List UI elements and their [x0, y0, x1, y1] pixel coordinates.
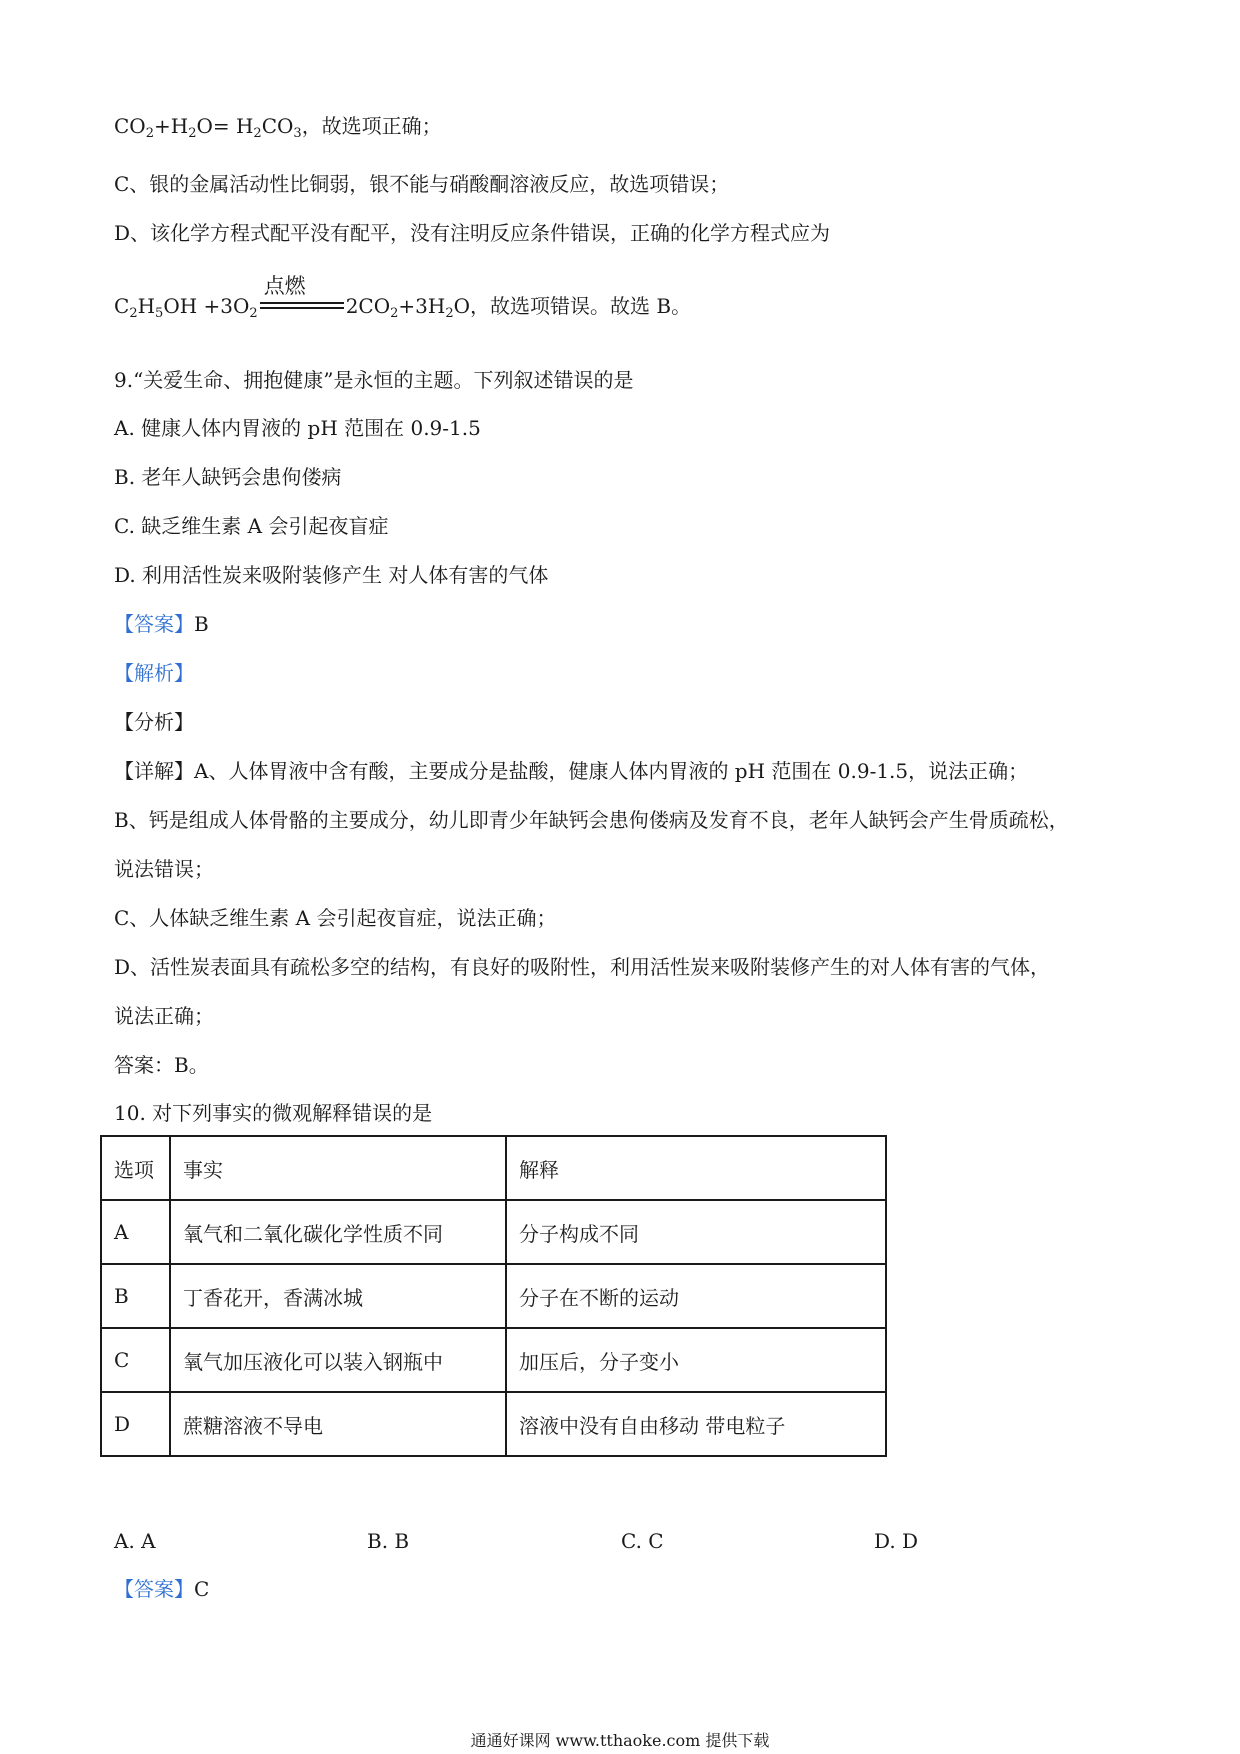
table-header-row [101, 1136, 886, 1200]
question-9-answer: 【答案】B [114, 612, 209, 636]
question-9-option-c: C. 缺乏维生素 A 会引起夜盲症 [114, 514, 389, 538]
question-10-table [100, 1135, 887, 1457]
question-9-stem: 9.“关爱生命、拥抱健康”是永恒的主题。下列叙述错误的是 [114, 368, 634, 392]
question-9-fenxi: 【分析】 [114, 710, 194, 734]
combustion-equation: $C_2H_5OH +3O_2$ 点燃 $2CO_2+3H_2O$，故选项错误。故选 B。 [114, 273, 692, 321]
table-cell: 氧气加压液化可以装入钢瓶中 [170, 1328, 506, 1392]
table-row [101, 1328, 886, 1392]
table-cell: 分子构成不同 [506, 1200, 886, 1264]
table-header-cell: 选项 [101, 1136, 170, 1200]
table-cell: 分子在不断的运动 [506, 1264, 886, 1328]
table-row [101, 1392, 886, 1456]
table-row [101, 1264, 886, 1328]
option-d-explanation: D、该化学方程式配平没有配平，没有注明反应条件错误，正确的化学方程式应为 [114, 221, 831, 245]
table-header-cell: 事实 [170, 1136, 506, 1200]
question-9-detail-2: B、钙是组成人体骨骼的主要成分，幼儿即青少年缺钙会患佝偻病及发育不良，老年人缺钙会产生骨质疏松， [114, 808, 1069, 832]
question-9-jiexi: 【解析】 [114, 661, 194, 685]
question-10-option-c: C. C [621, 1529, 664, 1553]
question-9-detail-1: 【详解】A、人体胃液中含有酸，主要成分是盐酸，健康人体内胃液的 pH 范围在 0.9-1.5，说法正确； [114, 759, 1029, 783]
table-cell: D [101, 1392, 170, 1456]
question-9-detail-7: 答案：B。 [114, 1053, 209, 1077]
table-cell: 溶液中没有自由移动 带电粒子 [506, 1392, 886, 1456]
question-9-option-b: B. 老年人缺钙会患佝偻病 [114, 465, 342, 489]
question-10-option-d: D. D [874, 1529, 919, 1553]
table-row [101, 1200, 886, 1264]
question-9-detail-6: 说法正确； [114, 1004, 214, 1028]
table-cell: A [101, 1200, 170, 1264]
table-header-cell: 解释 [506, 1136, 886, 1200]
table-cell: 丁香花开，香满冰城 [170, 1264, 506, 1328]
question-10-option-b: B. B [367, 1529, 410, 1553]
question-10-stem: 10. 对下列事实的微观解释错误的是 [114, 1101, 433, 1125]
question-9-option-d: D. 利用活性炭来吸附装修产生 对人体有害的气体 [114, 563, 549, 587]
table-cell: C [101, 1328, 170, 1392]
question-9-option-a: A. 健康人体内胃液的 pH 范围在 0.9-1.5 [114, 416, 481, 440]
table-cell: 加压后，分子变小 [506, 1328, 886, 1392]
question-10-answer: 【答案】C [114, 1577, 210, 1601]
table-cell: 氧气和二氧化碳化学性质不同 [170, 1200, 506, 1264]
question-9-detail-4: C、人体缺乏维生素 A 会引起夜盲症，说法正确； [114, 906, 557, 930]
table-cell: 蔗糖溶液不导电 [170, 1392, 506, 1456]
question-10-option-a: A. A [114, 1529, 156, 1553]
reaction-condition: 点燃 [260, 294, 344, 322]
option-c-explanation: C、银的金属活动性比铜弱，银不能与硝酸酮溶液反应，故选项错误； [114, 172, 730, 196]
page-footer: 通通好课网 www.tthaoke.com 提供下载 [470, 1731, 770, 1750]
question-9-detail-3: 说法错误； [114, 857, 214, 881]
equation-line-1: $CO_2+H_2O= H_2CO_3$，故选项正确； [114, 114, 442, 141]
table-cell: B [101, 1264, 170, 1328]
question-9-detail-5: D、活性炭表面具有疏松多空的结构，有良好的吸附性，利用活性炭来吸附装修产生的对人体有害的气体， [114, 955, 1051, 979]
